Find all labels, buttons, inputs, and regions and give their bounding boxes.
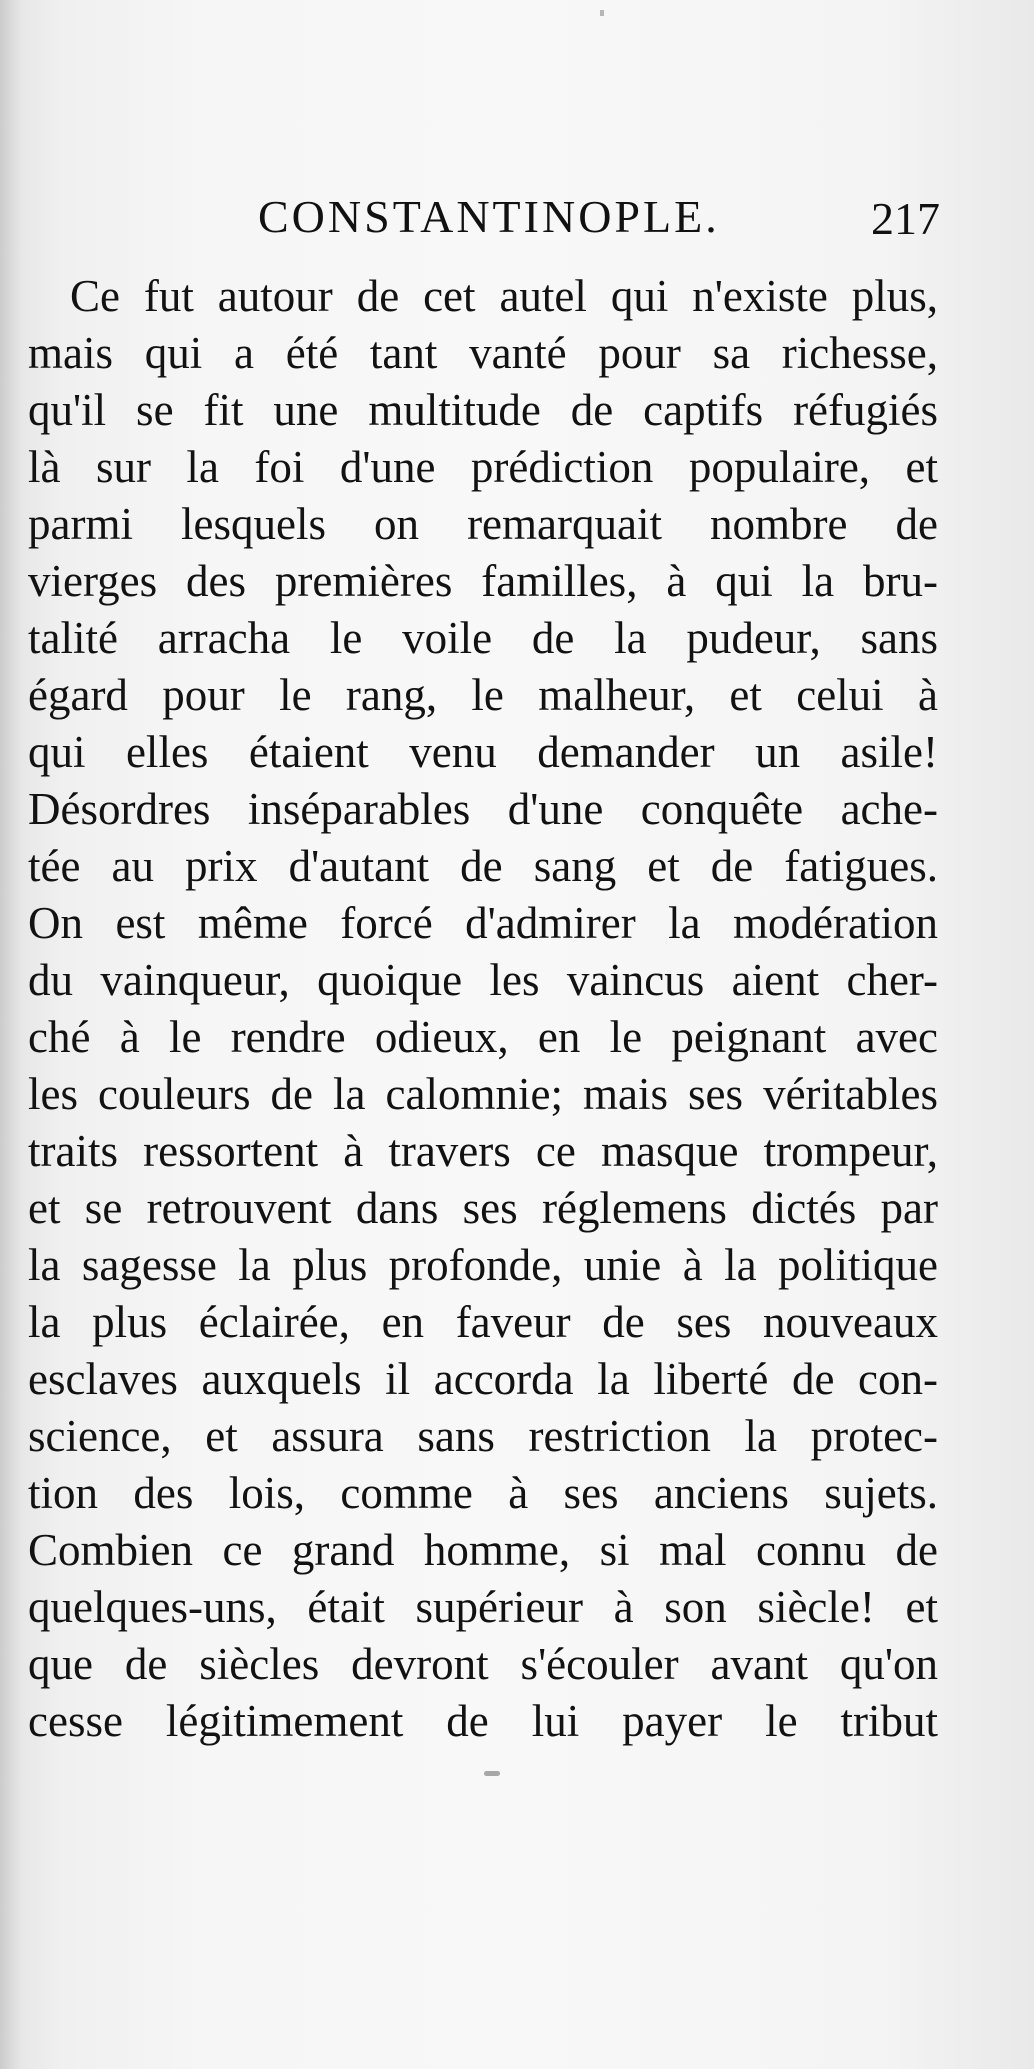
text-line: esclaves auxquels il accorda la liberté de con-	[28, 1354, 938, 1404]
text-line: tée au prix d'autant de sang et de fatigues.	[28, 841, 938, 891]
text-line: mais qui a été tant vanté pour sa richesse,	[28, 328, 938, 378]
text-line: vierges des premières familles, à qui la bru-	[28, 556, 938, 606]
text-line: qu'il se fit une multitude de captifs réfugiés	[28, 385, 938, 435]
running-head	[30, 190, 940, 254]
text-line: quelques-uns, était supérieur à son siècle! et	[28, 1582, 938, 1632]
text-line: là sur la foi d'une prédiction populaire, et	[28, 442, 938, 492]
text-line: tion des lois, comme à ses anciens sujets.	[28, 1468, 938, 1518]
text-line: les couleurs de la calomnie; mais ses véritables	[28, 1069, 938, 1119]
text-line: que de siècles devront s'écouler avant qu'on	[28, 1639, 938, 1689]
text-line: la sagesse la plus profonde, unie à la politique	[28, 1240, 938, 1290]
body-text	[28, 268, 938, 1750]
text-line: On est même forcé d'admirer la modération	[28, 898, 938, 948]
text-line: Ce fut autour de cet autel qui n'existe plus,	[70, 271, 938, 321]
text-line: du vainqueur, quoique les vaincus aient cher-	[28, 955, 938, 1005]
paper-speck	[600, 10, 604, 16]
text-line: science, et assura sans restriction la protec-	[28, 1411, 938, 1461]
ink-smudge	[484, 1771, 500, 1776]
text-line: la plus éclairée, en faveur de ses nouveaux	[28, 1297, 938, 1347]
text-line: égard pour le rang, le malheur, et celui à	[28, 670, 938, 720]
text-line: ché à le rendre odieux, en le peignant avec	[28, 1012, 938, 1062]
text-line: Désordres inséparables d'une conquête ache-	[28, 784, 938, 834]
text-line: talité arracha le voile de la pudeur, sans	[28, 613, 938, 663]
text-line: Combien ce grand homme, si mal connu de	[28, 1525, 938, 1575]
running-head-title: CONSTANTINOPLE.	[258, 191, 720, 242]
text-line: traits ressortent à travers ce masque trompeur,	[28, 1126, 938, 1176]
text-line: et se retrouvent dans ses réglemens dictés par	[28, 1183, 938, 1233]
text-line: parmi lesquels on remarquait nombre de	[28, 499, 938, 549]
text-line: cesse légitimement de lui payer le tribut	[28, 1696, 938, 1746]
page-number: 217	[871, 193, 940, 244]
text-line: qui elles étaient venu demander un asile!	[28, 727, 938, 777]
